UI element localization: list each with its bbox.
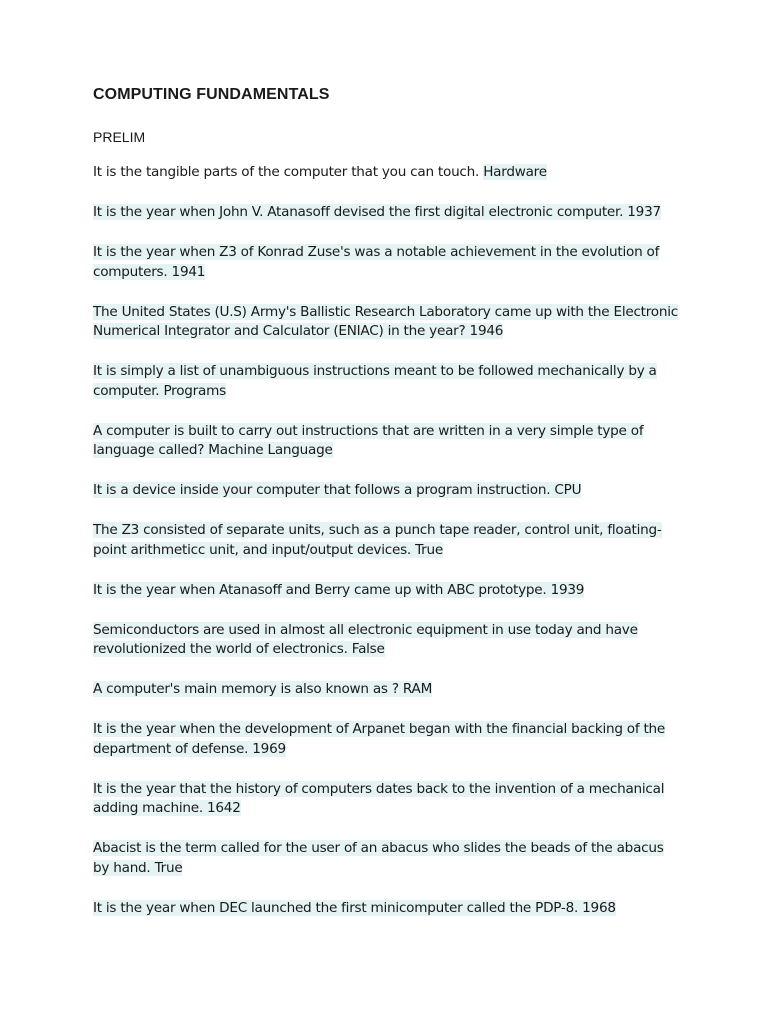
question-text: It is the year when Z3 of Konrad Zuse's was a notable achievement in the evolution of computers. [93, 244, 660, 280]
question-text: The Z3 consisted of separate units, such as a punch tape reader, control unit, floating-point arithmeticc unit, and input/output devices. [93, 522, 662, 558]
answer-text: Machine Language [208, 442, 333, 458]
question-text: Abacist is the term called for the user of an abacus who slides the beads of the abacus by hand. [93, 840, 664, 876]
answer-text: False [351, 641, 385, 657]
list-item [93, 780, 683, 819]
list-item [93, 362, 683, 401]
question-text: It is the year when DEC launched the first minicomputer called the PDP-8. [93, 899, 579, 916]
list-item [93, 481, 683, 501]
answer-text: RAM [402, 681, 433, 697]
question-text: It is simply a list of unambiguous instructions meant to be followed mechanically by a computer. [93, 363, 657, 399]
list-item [93, 303, 683, 342]
answer-text: 1642 [207, 800, 241, 816]
answer-text: Programs [163, 382, 226, 399]
answer-text: 1937 [627, 204, 661, 220]
document-title: COMPUTING FUNDAMENTALS [93, 86, 330, 103]
question-text: A computer is built to carry out instructions that are written in a very simple type of language called? [93, 422, 644, 458]
list-item [93, 680, 683, 700]
question-text: It is the year that the history of computers dates back to the invention of a mechanical adding machine. [93, 780, 665, 816]
list-item [93, 621, 683, 660]
question-text: It is the year when John V. Atanasoff devised the first digital electronic computer. [93, 204, 624, 220]
question-text: A computer's main memory is also known as ? [93, 681, 399, 697]
section-label: PRELIM [93, 129, 146, 145]
answer-text: Hardware [483, 164, 547, 180]
answer-text: True [415, 541, 443, 558]
answer-text: 1946 [469, 323, 504, 339]
question-text: It is the year when the development of Arpanet began with the financial backing of the department of defense. [93, 721, 666, 757]
list-item [93, 243, 683, 282]
question-text: It is the tangible parts of the computer that you can touch. [93, 164, 480, 180]
answer-text: 1941 [171, 263, 206, 280]
list-item [93, 422, 683, 461]
list-item [93, 720, 683, 759]
answer-text: 1969 [252, 740, 286, 757]
answer-text: 1939 [550, 581, 585, 598]
list-item [93, 899, 683, 919]
list-item [93, 521, 683, 560]
question-text: Semiconductors are used in almost all electronic equipment in use today and have revolutionized the world of electronics. [93, 621, 638, 657]
list-item [93, 203, 683, 223]
question-text: It is the year when Atanasoff and Berry came up with ABC prototype. [93, 581, 547, 598]
list-item [93, 581, 683, 601]
question-text: It is a device inside your computer that follows a program instruction. [93, 482, 551, 498]
question-answer-list [93, 163, 683, 939]
answer-text: True [154, 859, 183, 876]
list-item [93, 839, 683, 878]
question-text: The United States (U.S) Army's Ballistic Research Laboratory came up with the Electronic Numerical Integrator and Calculator (ENIAC) in the year? [93, 303, 678, 339]
list-item [93, 163, 683, 183]
answer-text: CPU [554, 482, 582, 498]
answer-text: 1968 [582, 899, 616, 916]
